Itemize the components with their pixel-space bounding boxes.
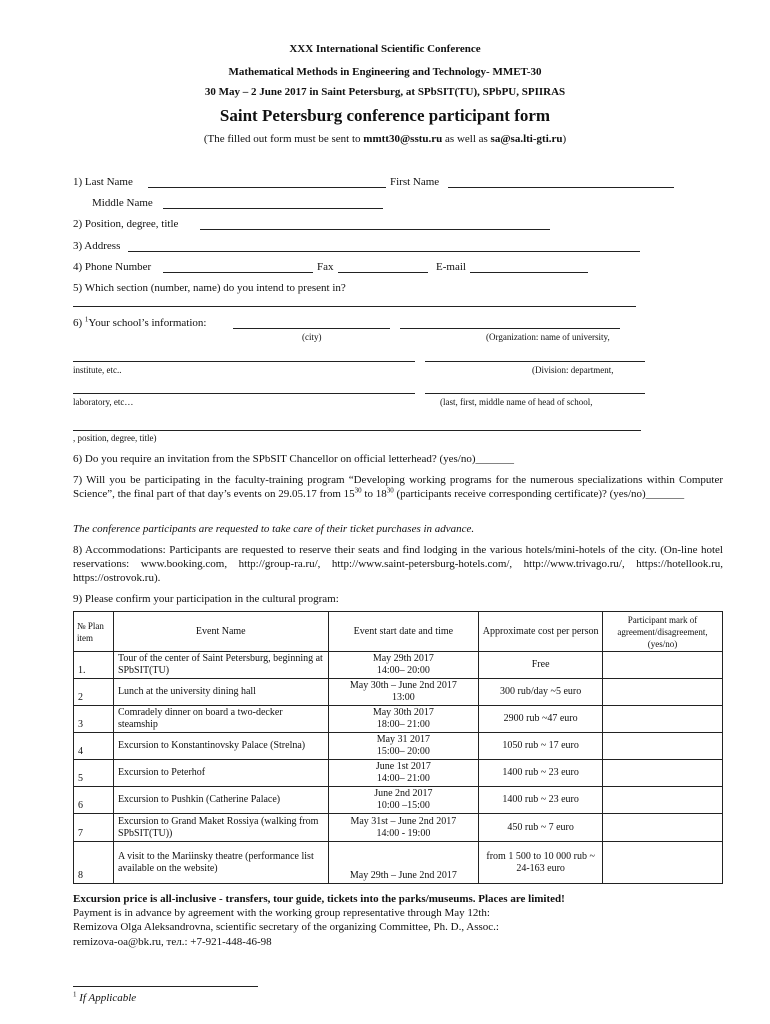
email-link-2[interactable]: sa@sa.lti-gti.ru xyxy=(490,133,563,145)
event-name: Lunch at the university dining hall xyxy=(113,679,328,706)
send-mid: as well as xyxy=(442,133,491,145)
event-date: June 2nd 2017 xyxy=(374,788,433,799)
payment-text: Payment is in advance by agreement with the working group representative through May 12th: xyxy=(73,907,490,919)
event-date-time xyxy=(328,706,479,733)
question-accommodations: 8) Accommodations: Participants are requested to reserve their seats and find lodging in the various hotels/mini-hotels of the city. (On-line hotel reservations: www.booking.com, http://group-ra.ru/, http://www.saint-petersburg-hotels.com/, http://www.trivago.ru/, https://hotellook.ru, https://ostrovok.ru). xyxy=(73,544,723,584)
event-date: May 30th 2017 xyxy=(372,707,434,718)
table-header-row xyxy=(74,612,723,652)
contact-email-phone[interactable]: remizova-oa@bk.ru, тел.: +7-921-448-46-98 xyxy=(73,936,272,948)
event-date: June 1st 2017 xyxy=(375,761,431,772)
table-row xyxy=(74,814,723,842)
event-name: Tour of the center of Saint Petersburg, beginning at SPbSIT(TU) xyxy=(113,652,328,679)
institute-hint: institute, etc.. xyxy=(73,365,122,375)
conference-subtitle: Mathematical Methods in Engineering and Technology- MMET-30 xyxy=(228,66,542,78)
event-date: May 31 2017 xyxy=(376,734,431,745)
event-date-time xyxy=(328,842,479,884)
last-name-field[interactable] xyxy=(148,187,386,188)
event-cost: from 1 500 to 10 000 rub ~ 24-163 euro xyxy=(479,842,603,884)
position-field[interactable] xyxy=(200,229,550,230)
mark-cell[interactable] xyxy=(603,787,723,814)
contact-person: Remizova Olga Aleksandrovna, scientific secretary of the organizing Committee, Ph. D., Assoc.: xyxy=(73,921,499,933)
email-field[interactable] xyxy=(470,272,588,273)
event-name: Excursion to Konstantinovsky Palace (Strelna) xyxy=(113,733,328,760)
table-row xyxy=(74,760,723,787)
ticket-note: The conference participants are requested to take care of their ticket purchases in advance. xyxy=(73,523,475,535)
col-participant-mark: Participant mark of agreement/disagreement, (yes/no) xyxy=(603,612,723,652)
question-invitation: 6) Do you require an invitation from the SPbSIT Chancellor on official letterhead? (yes/no)_______ xyxy=(73,453,515,465)
institute-field[interactable] xyxy=(73,361,415,362)
plan-item-number: 7 xyxy=(74,814,114,842)
middle-name-label: Middle Name xyxy=(92,197,153,209)
col-cost: Approximate cost per person xyxy=(479,612,603,652)
phone-field[interactable] xyxy=(163,272,313,273)
event-date-time xyxy=(328,760,479,787)
school-number: 6) xyxy=(73,317,85,329)
position-label: 2) Position, degree, title xyxy=(73,218,179,230)
event-date-time xyxy=(328,679,479,706)
event-time: 14:00– 21:00 xyxy=(376,773,430,784)
q7-part-c: (participants receive corresponding certificate)? (yes/no)_______ xyxy=(393,488,685,500)
last-name-label: 1) Last Name xyxy=(73,176,133,188)
middle-name-field[interactable] xyxy=(163,208,383,209)
first-name-label: First Name xyxy=(390,176,440,188)
payment-note xyxy=(73,906,723,920)
q7-part-a: 7) Will you be participating in the faculty-training program “Developing working programs for the numerous specializations within Computer Science”, the final part of that day’s events on 29.05.17 from 15 xyxy=(73,474,723,500)
plan-item-number: 6 xyxy=(74,787,114,814)
question-cultural: 9) Please confirm your participation in the cultural program: xyxy=(73,593,339,605)
phone-label: 4) Phone Number xyxy=(73,261,152,273)
laboratory-field[interactable] xyxy=(73,393,415,394)
address-field[interactable] xyxy=(128,251,640,252)
event-cost: 300 rub/day ~5 euro xyxy=(479,679,603,706)
event-name: A visit to the Mariinsky theatre (performance list available on the website) xyxy=(113,842,328,884)
event-cost: 450 rub ~ 7 euro xyxy=(479,814,603,842)
organization-hint: (Organization: name of university, xyxy=(486,332,610,342)
event-cost: 1050 rub ~ 17 euro xyxy=(479,733,603,760)
footnote-ref: 1 xyxy=(84,315,89,324)
col-plan-item: № Plan item xyxy=(74,612,114,652)
event-time: 13:00 xyxy=(391,692,415,703)
plan-item-number: 3 xyxy=(74,706,114,733)
table-row xyxy=(74,706,723,733)
event-cost: 1400 rub ~ 23 euro xyxy=(479,787,603,814)
excursion-note: Excursion price is all-inclusive - transfers, tour guide, tickets into the parks/museums. Places are limited! xyxy=(73,893,565,905)
mark-cell[interactable] xyxy=(603,652,723,679)
page-title: Saint Petersburg conference participant form xyxy=(219,106,551,125)
conference-dates: 30 May – 2 June 2017 in Saint Petersburg, at SPbSIT(TU), SPbPU, SPIIRAS xyxy=(204,86,566,98)
event-name: Comradely dinner on board a two-decker steamship xyxy=(113,706,328,733)
email-link-1[interactable]: mmtt30@sstu.ru xyxy=(363,133,443,145)
table-row xyxy=(74,733,723,760)
table-row xyxy=(74,679,723,706)
event-time: 10:00 –15:00 xyxy=(376,800,430,811)
first-name-field[interactable] xyxy=(448,187,674,188)
send-suffix: ) xyxy=(562,133,567,145)
mark-cell[interactable] xyxy=(603,706,723,733)
event-time: 14:00 - 19:00 xyxy=(376,827,431,839)
cultural-program-table xyxy=(73,611,723,884)
event-date: May 31st – June 2nd 2017 xyxy=(350,815,457,827)
table-row xyxy=(74,652,723,679)
footnote-text: If Applicable xyxy=(79,992,137,1004)
plan-item-number: 5 xyxy=(74,760,114,787)
mark-cell[interactable] xyxy=(603,733,723,760)
footnote-number: 1 xyxy=(73,990,77,999)
mark-cell[interactable] xyxy=(603,814,723,842)
footnote-divider xyxy=(73,986,258,987)
laboratory-hint: laboratory, etc… xyxy=(73,397,134,407)
table-row xyxy=(74,842,723,884)
event-date-time xyxy=(328,652,479,679)
q7-sup-2: 30 xyxy=(386,486,394,495)
plan-item-number: 4 xyxy=(74,733,114,760)
event-date-time xyxy=(328,733,479,760)
head-field[interactable] xyxy=(425,393,645,394)
section-label: 5) Which section (number, name) do you intend to present in? xyxy=(73,282,346,294)
city-field[interactable] xyxy=(233,328,390,329)
event-cost: 2900 rub ~47 euro xyxy=(479,706,603,733)
col-start-date: Event start date and time xyxy=(328,612,479,652)
mark-cell[interactable] xyxy=(603,842,723,884)
email-label: E-mail xyxy=(436,261,466,273)
q7-sup-1: 30 xyxy=(354,486,362,495)
fax-label: Fax xyxy=(317,261,334,273)
head-position-field[interactable] xyxy=(73,430,641,431)
event-name: Excursion to Peterhof xyxy=(113,760,328,787)
school-label xyxy=(73,317,206,329)
event-time: 15:00– 20:00 xyxy=(376,746,430,757)
event-cost: 1400 rub ~ 23 euro xyxy=(479,760,603,787)
event-date-time xyxy=(328,814,479,842)
footnote xyxy=(73,992,136,1004)
event-date: May 30th – June 2nd 2017 xyxy=(349,680,457,691)
question-training xyxy=(73,473,723,501)
col-event-name: Event Name xyxy=(113,612,328,652)
event-date: May 29th 2017 xyxy=(372,653,434,664)
event-name: Excursion to Grand Maket Rossiya (walking from SPbSIT(TU)) xyxy=(113,814,328,842)
mark-cell[interactable] xyxy=(603,760,723,787)
event-time: 18:00– 21:00 xyxy=(376,719,430,730)
send-instructions xyxy=(0,133,770,145)
table-row xyxy=(74,787,723,814)
city-hint: (city) xyxy=(302,332,322,342)
fax-field[interactable] xyxy=(338,272,428,273)
head-hint: (last, first, middle name of head of school, xyxy=(440,397,593,407)
q7-part-b: to 18 xyxy=(361,488,387,500)
conference-name: XXX International Scientific Conference xyxy=(289,43,481,55)
division-field[interactable] xyxy=(425,361,645,362)
mark-cell[interactable] xyxy=(603,679,723,706)
event-cost: Free xyxy=(479,652,603,679)
event-time: 14:00– 20:00 xyxy=(376,665,430,676)
school-text: Your school’s information: xyxy=(88,317,207,329)
plan-item-number: 2 xyxy=(74,679,114,706)
head-position-hint: , position, degree, title) xyxy=(73,433,157,443)
event-name: Excursion to Pushkin (Catherine Palace) xyxy=(113,787,328,814)
event-date-time xyxy=(328,787,479,814)
plan-item-number: 1. xyxy=(74,652,114,679)
organization-field[interactable] xyxy=(400,328,620,329)
send-prefix: (The filled out form must be sent to xyxy=(203,133,364,145)
address-label: 3) Address xyxy=(73,240,121,252)
division-hint: (Division: department, xyxy=(532,365,614,375)
section-field[interactable] xyxy=(73,306,636,307)
event-date: May 29th – June 2nd 2017 xyxy=(349,870,457,881)
plan-item-number: 8 xyxy=(74,842,114,884)
